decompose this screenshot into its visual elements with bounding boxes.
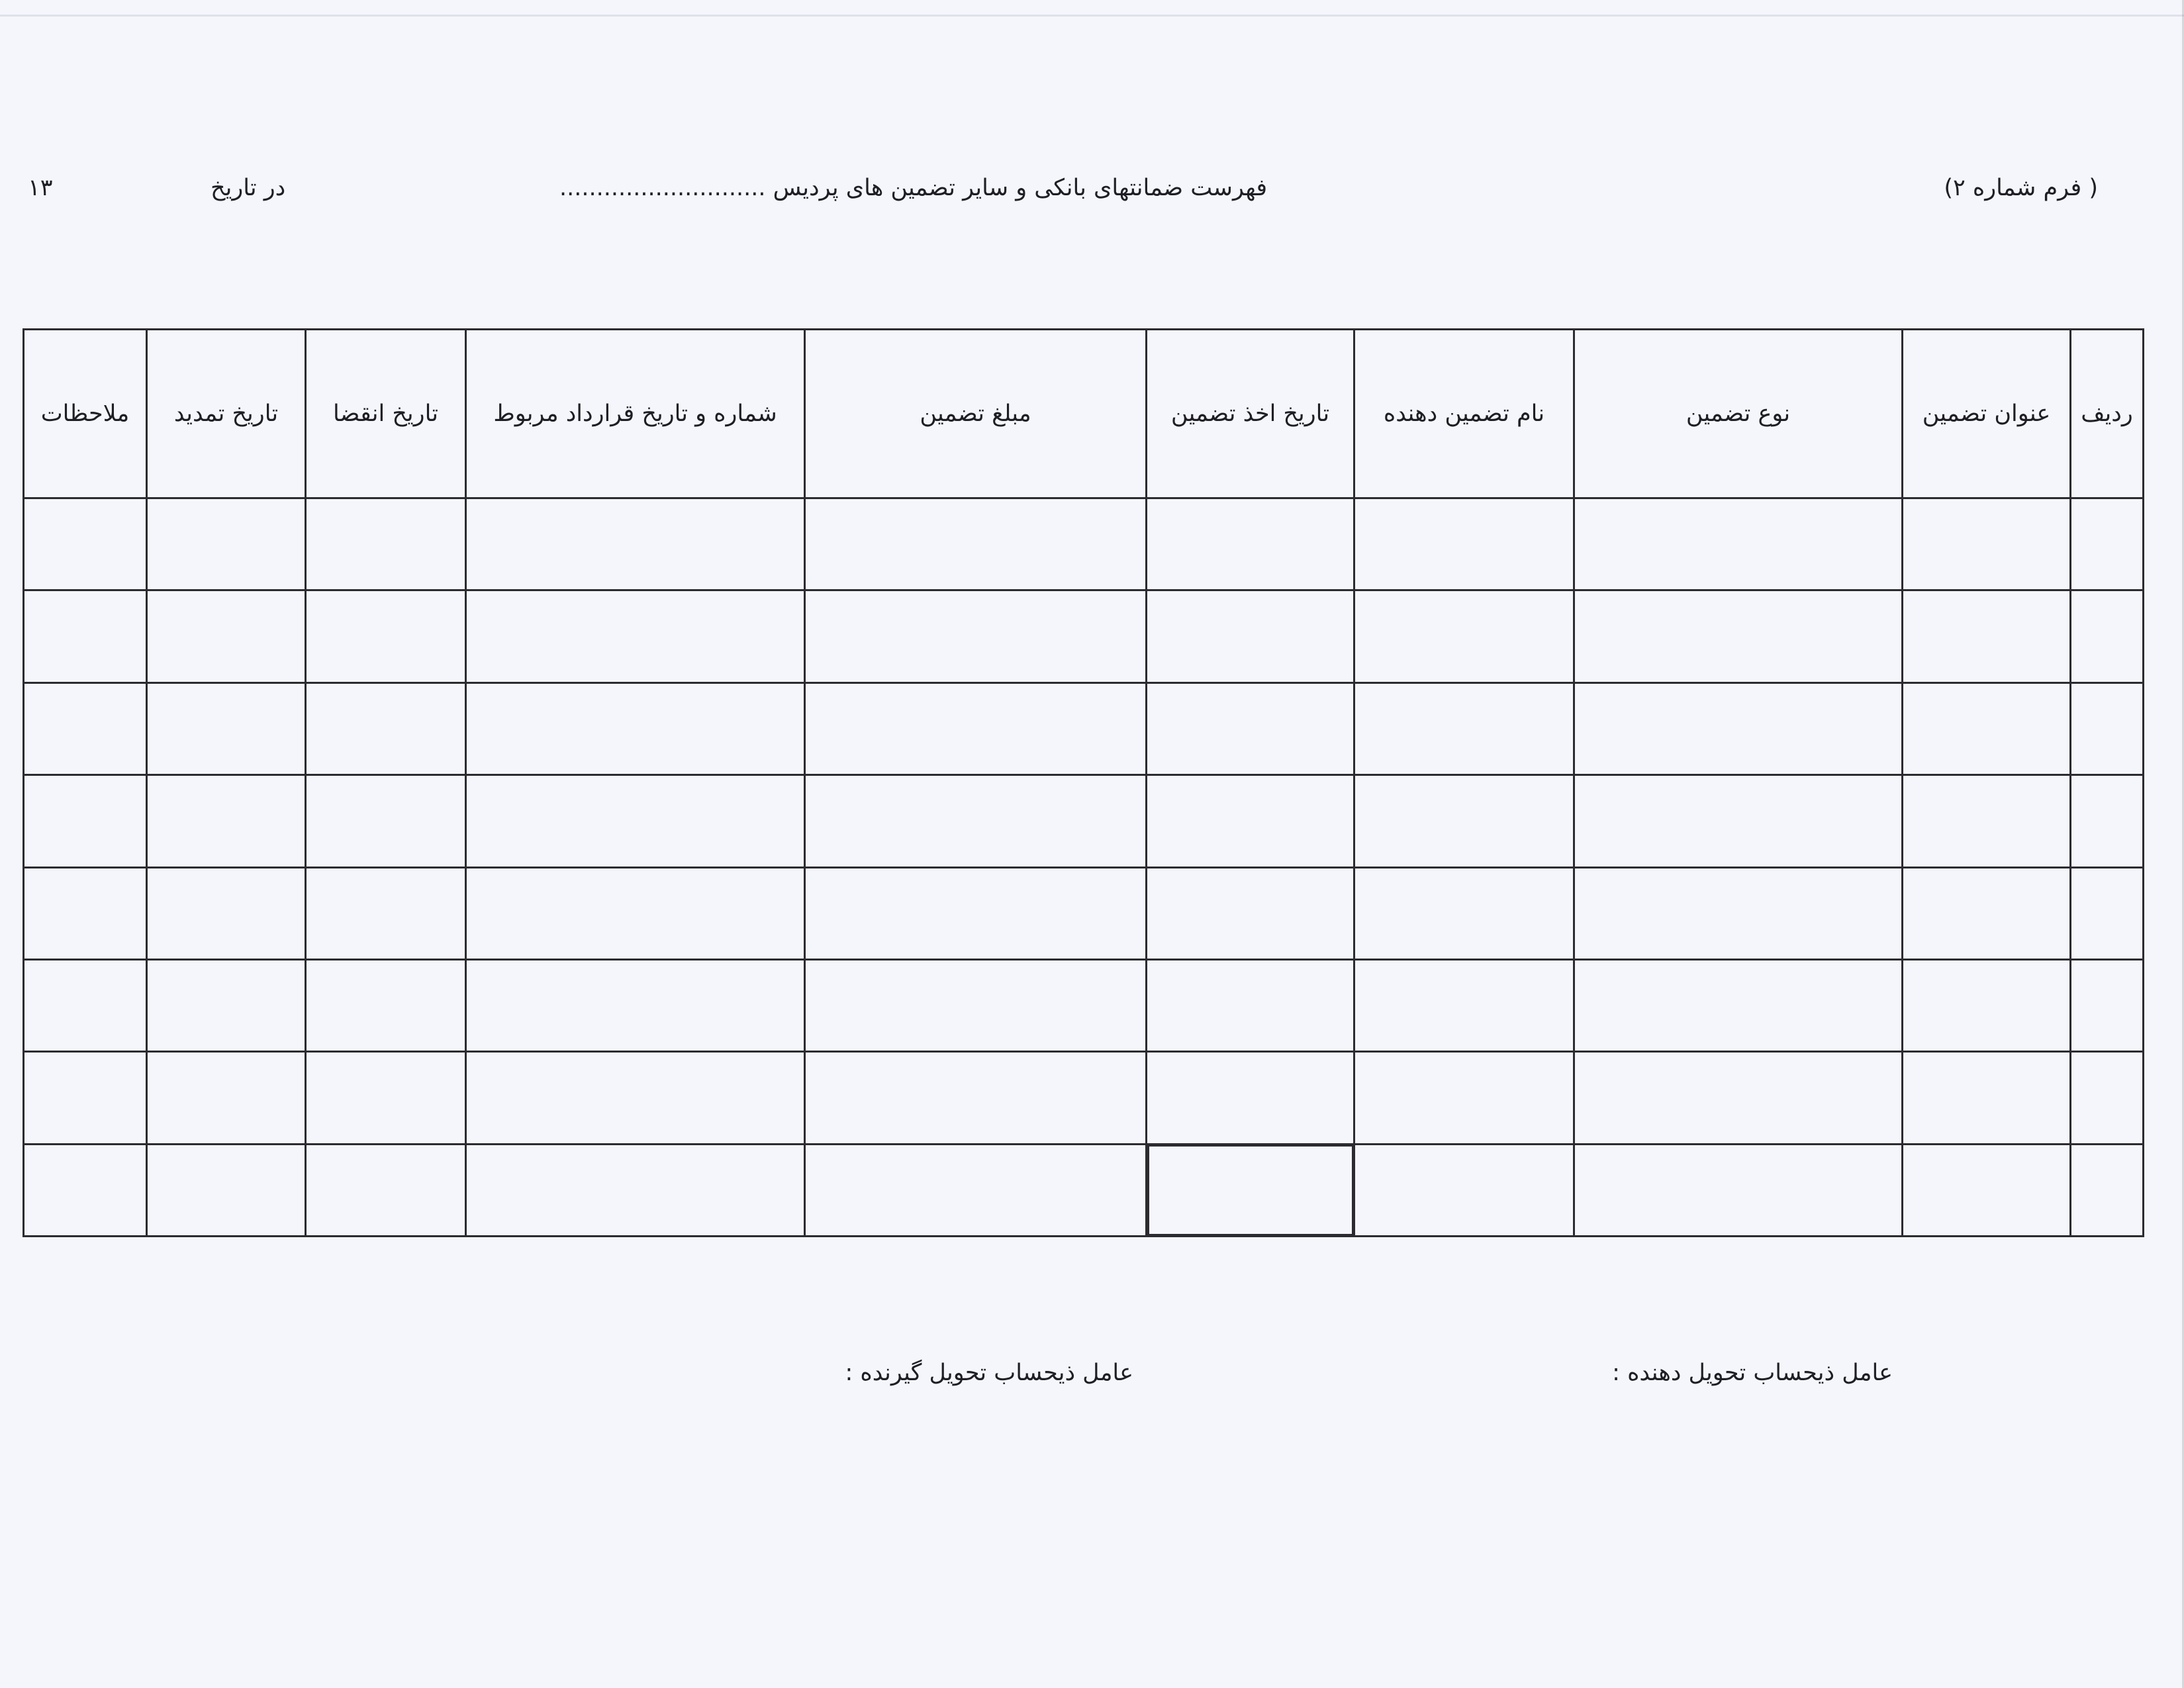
- table-cell[interactable]: [1574, 959, 1903, 1051]
- table-cell[interactable]: [466, 867, 805, 959]
- table-cell[interactable]: [2071, 1052, 2144, 1144]
- table-cell[interactable]: [466, 498, 805, 590]
- table-cell[interactable]: [1354, 1144, 1574, 1236]
- table-cell[interactable]: [306, 682, 466, 774]
- table-cell[interactable]: [805, 498, 1147, 590]
- table-cell[interactable]: [147, 590, 306, 682]
- table-row: [24, 498, 2144, 590]
- table-row: [24, 959, 2144, 1051]
- page-top-edge: [0, 15, 2184, 17]
- table-cell[interactable]: [147, 498, 306, 590]
- column-header-extension-date: تاریخ تمدید: [147, 330, 306, 498]
- table-cell[interactable]: [805, 959, 1147, 1051]
- table-cell[interactable]: [1903, 1052, 2071, 1144]
- table-cell[interactable]: [24, 590, 147, 682]
- table-cell[interactable]: [2071, 959, 2144, 1051]
- table-cell[interactable]: [1574, 775, 1903, 867]
- table-row: [24, 775, 2144, 867]
- table-cell[interactable]: [147, 867, 306, 959]
- column-header-guarantee-type: نوع تضمین: [1574, 330, 1903, 498]
- guarantees-table: [23, 328, 2144, 1237]
- table-cell[interactable]: [147, 682, 306, 774]
- table-cell[interactable]: [1574, 682, 1903, 774]
- table-cell[interactable]: [306, 590, 466, 682]
- table-cell[interactable]: [1574, 1052, 1903, 1144]
- table-body: [24, 498, 2144, 1237]
- table-cell[interactable]: [147, 959, 306, 1051]
- table-cell[interactable]: [805, 682, 1147, 774]
- table-cell[interactable]: [1903, 775, 2071, 867]
- table-cell[interactable]: [24, 1052, 147, 1144]
- table-cell[interactable]: [1903, 959, 2071, 1051]
- table-cell[interactable]: [24, 867, 147, 959]
- table-row: [24, 590, 2144, 682]
- table-cell[interactable]: [1574, 590, 1903, 682]
- table-cell[interactable]: [1147, 959, 1354, 1051]
- table-cell[interactable]: [306, 498, 466, 590]
- table-cell[interactable]: [306, 1052, 466, 1144]
- table-cell[interactable]: [1354, 867, 1574, 959]
- table-cell[interactable]: [306, 775, 466, 867]
- table-cell[interactable]: [1147, 1144, 1354, 1236]
- table-cell[interactable]: [1354, 775, 1574, 867]
- table-cell[interactable]: [1354, 498, 1574, 590]
- table-cell[interactable]: [1147, 1052, 1354, 1144]
- table-cell[interactable]: [1147, 498, 1354, 590]
- table-cell[interactable]: [2071, 775, 2144, 867]
- table-row: [24, 1144, 2144, 1236]
- table-row: [24, 682, 2144, 774]
- form-number: ( فرم شماره ۲): [1944, 175, 2098, 201]
- column-header-remarks: ملاحظات: [24, 330, 147, 498]
- table-cell[interactable]: [2071, 498, 2144, 590]
- column-header-guarantee-title: عنوان تضمین: [1903, 330, 2071, 498]
- column-header-contract-number-date: شماره و تاریخ قرارداد مربوط: [466, 330, 805, 498]
- receiving-officer-signature: عامل ذیحساب تحویل گیرنده :: [845, 1360, 1133, 1386]
- date-label: در تاریخ: [211, 175, 286, 201]
- table-row: [24, 1052, 2144, 1144]
- table-cell[interactable]: [147, 1144, 306, 1236]
- table-cell[interactable]: [1147, 590, 1354, 682]
- table-cell[interactable]: [24, 775, 147, 867]
- table-cell[interactable]: [2071, 1144, 2144, 1236]
- table-cell[interactable]: [1574, 867, 1903, 959]
- table-cell[interactable]: [24, 1144, 147, 1236]
- table-cell[interactable]: [466, 1144, 805, 1236]
- delivering-officer-signature: عامل ذیحساب تحویل دهنده :: [1612, 1360, 1893, 1386]
- year-prefix: ۱۳: [28, 175, 53, 201]
- table-cell[interactable]: [805, 1144, 1147, 1236]
- column-header-receipt-date: تاریخ اخذ تضمین: [1147, 330, 1354, 498]
- table-cell[interactable]: [2071, 590, 2144, 682]
- table-cell[interactable]: [805, 590, 1147, 682]
- column-header-amount: مبلغ تضمین: [805, 330, 1147, 498]
- table-cell[interactable]: [1354, 1052, 1574, 1144]
- table-cell[interactable]: [1903, 590, 2071, 682]
- table-cell[interactable]: [24, 498, 147, 590]
- table-cell[interactable]: [24, 682, 147, 774]
- table-cell[interactable]: [1903, 867, 2071, 959]
- table-cell[interactable]: [1903, 682, 2071, 774]
- table-cell[interactable]: [24, 959, 147, 1051]
- table-cell[interactable]: [466, 959, 805, 1051]
- table-cell[interactable]: [147, 1052, 306, 1144]
- table-cell[interactable]: [805, 1052, 1147, 1144]
- table-row: [24, 867, 2144, 959]
- table-cell[interactable]: [1354, 682, 1574, 774]
- column-header-row-number: ردیف: [2071, 330, 2144, 498]
- table-cell[interactable]: [466, 1052, 805, 1144]
- table-cell[interactable]: [1354, 590, 1574, 682]
- column-header-expiry-date: تاریخ انقضا: [306, 330, 466, 498]
- table-cell[interactable]: [1574, 1144, 1903, 1236]
- table-cell[interactable]: [1903, 498, 2071, 590]
- table-cell[interactable]: [306, 959, 466, 1051]
- table-cell[interactable]: [1147, 682, 1354, 774]
- table-cell[interactable]: [466, 682, 805, 774]
- table-header-row: [24, 330, 2144, 498]
- table-cell[interactable]: [306, 1144, 466, 1236]
- form-title: فهرست ضمانتهای بانکی و سایر تضمین های پردیس ............................: [559, 175, 1268, 201]
- table-cell[interactable]: [805, 775, 1147, 867]
- table-cell[interactable]: [147, 775, 306, 867]
- table-cell[interactable]: [1147, 775, 1354, 867]
- table-cell[interactable]: [1903, 1144, 2071, 1236]
- table-cell[interactable]: [1147, 867, 1354, 959]
- table-cell[interactable]: [1574, 498, 1903, 590]
- table-cell[interactable]: [2071, 867, 2144, 959]
- table-cell[interactable]: [2071, 682, 2144, 774]
- table-cell[interactable]: [1354, 959, 1574, 1051]
- column-header-guarantor-name: نام تضمین دهنده: [1354, 330, 1574, 498]
- table-cell[interactable]: [805, 867, 1147, 959]
- table-cell[interactable]: [306, 867, 466, 959]
- table-cell[interactable]: [466, 775, 805, 867]
- table-cell[interactable]: [466, 590, 805, 682]
